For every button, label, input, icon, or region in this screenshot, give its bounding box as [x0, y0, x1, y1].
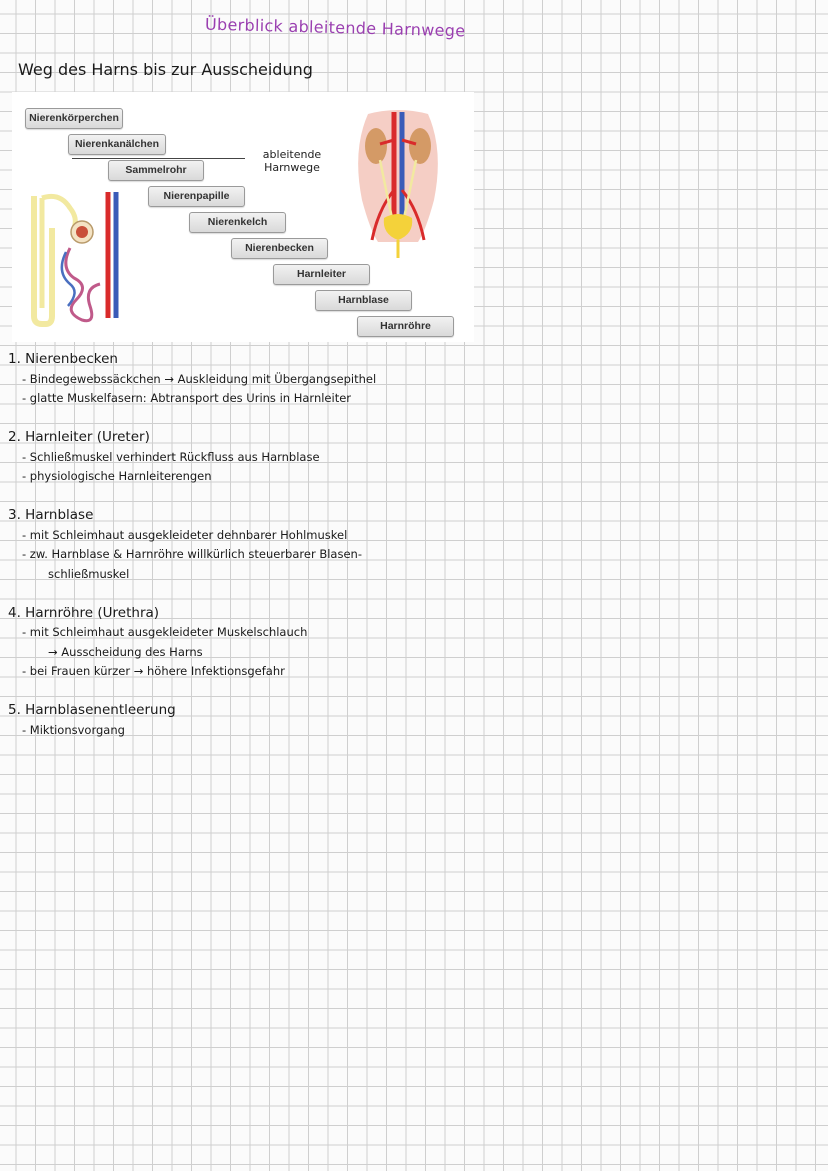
section-heading: 1. Nierenbecken: [8, 351, 118, 367]
section-harnroehre: [8, 604, 808, 682]
section-nierenbecken: [8, 350, 808, 409]
step-nierenkoerperchen: Nierenkörperchen: [25, 108, 123, 129]
step-harnroehre: Harnröhre: [357, 316, 454, 337]
urinary-tract-figure: [12, 92, 474, 342]
page-title: Überblick ableitende Harnwege: [204, 14, 466, 41]
notes: [8, 350, 808, 740]
list-item: - Schließmuskel verhindert Rückfluss aus Harnblase: [22, 449, 320, 464]
page-subtitle: Weg des Harns bis zur Ausscheidung: [18, 60, 313, 79]
list-item: - physiologische Harnleiterengen: [22, 469, 212, 483]
list-item: schließmuskel: [48, 566, 130, 581]
list-item: - bei Frauen kürzer → höhere Infektionsgefahr: [22, 664, 285, 678]
section-heading: 4. Harnröhre (Urethra): [8, 604, 160, 621]
annotation-ableitende-harnwege: [252, 148, 332, 174]
divider-line: [72, 158, 245, 159]
annotation-line-2: Harnwege: [264, 161, 320, 174]
section-harnblase: [8, 506, 808, 584]
step-harnblase: Harnblase: [315, 290, 412, 311]
nephron-illustration: [20, 188, 132, 328]
section-heading: 3. Harnblase: [8, 507, 94, 523]
step-nierenbecken: Nierenbecken: [231, 238, 328, 259]
section-harnblasenentleerung: [8, 701, 808, 740]
step-nierenpapille: Nierenpapille: [148, 186, 245, 207]
list-item: - mit Schleimhaut ausgekleideter Muskelschlauch: [22, 625, 308, 639]
step-nierenkanaelchen: Nierenkanälchen: [68, 134, 166, 155]
annotation-line-1: ableitende: [262, 148, 322, 161]
step-nierenkelch: Nierenkelch: [189, 212, 286, 233]
list-item: → Ausscheidung des Harns: [48, 644, 203, 659]
urinary-system-illustration: [348, 110, 448, 262]
section-heading: 2. Harnleiter (Ureter): [8, 429, 150, 445]
list-item: - glatte Muskelfasern: Abtransport des Urins in Harnleiter: [22, 391, 352, 405]
section-harnleiter: [8, 428, 808, 487]
list-item: - Miktionsvorgang: [22, 722, 125, 737]
list-item: - Bindegewebssäckchen → Auskleidung mit Übergangsepithel: [22, 371, 377, 386]
list-item: - mit Schleimhaut ausgekleideter dehnbarer Hohlmuskel: [22, 527, 348, 542]
section-heading: 5. Harnblasenentleerung: [8, 702, 176, 718]
step-harnleiter: Harnleiter: [273, 264, 370, 285]
step-sammelrohr: Sammelrohr: [108, 160, 204, 181]
list-item: - zw. Harnblase & Harnröhre willkürlich steuerbarer Blasen-: [22, 547, 362, 561]
